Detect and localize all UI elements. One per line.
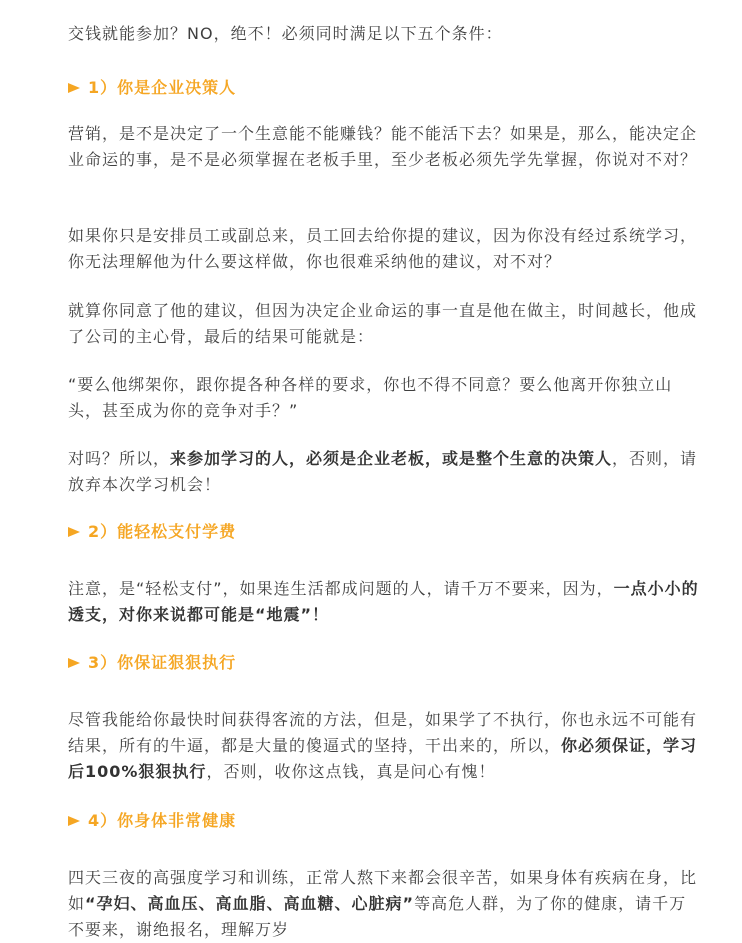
text-run: 对吗？所以， bbox=[68, 449, 171, 468]
section-heading-text: 4）你身体非常健康 bbox=[88, 811, 237, 830]
text-run: 注意，是“轻松支付”，如果连生活都成问题的人，请千万不要来，因为， bbox=[68, 579, 614, 598]
section-heading-2 bbox=[68, 519, 236, 545]
text-run: 四天三夜的高强度学习和训练，正常人熬下来都会很辛苦，如果身体有疾病在身，比如 bbox=[68, 868, 698, 913]
paragraph bbox=[68, 707, 700, 785]
triangle-bullet-icon bbox=[68, 83, 80, 93]
text-run: 尽管我能给你最快时间获得客流的方法，但是，如果学了不执行，你也永远不可能有结果，所有的牛逼，都是大量的傻逼式的坚持，干出来的，所以， bbox=[68, 710, 698, 755]
intro-paragraph: 交钱就能参加？NO，绝不！必须同时满足以下五个条件： bbox=[68, 24, 503, 43]
triangle-bullet-icon bbox=[68, 658, 80, 668]
paragraph bbox=[68, 576, 700, 628]
paragraph: 如果你只是安排员工或副总来，员工回去给你提的建议，因为你没有经过系统学习，你无法理解他为什么要这样做，你也很难采纳他的建议，对不对？ bbox=[68, 226, 698, 271]
bold-text-run: 一点小小的透支，对你来说都可能是“地震”！ bbox=[68, 579, 699, 624]
bold-text-run: 你必须保证，学习后100%狠狠执行 bbox=[68, 736, 698, 781]
paragraph bbox=[68, 446, 700, 498]
quote-paragraph: “要么他绑架你，跟你提各种各样的要求，你也不得不同意？要么他离开你独立山头，甚至成为你的竞争对手？” bbox=[68, 375, 673, 420]
triangle-bullet-icon bbox=[68, 527, 80, 537]
bold-text-run: “孕妇、高血压、高血脂、高血糖、心脏病” bbox=[85, 894, 415, 913]
section-heading-text: 1）你是企业决策人 bbox=[88, 78, 237, 97]
paragraph bbox=[68, 865, 700, 943]
section-heading-text: 3）你保证狠狠执行 bbox=[88, 653, 237, 672]
paragraph: 营销，是不是决定了一个生意能不能赚钱？能不能活下去？如果是，那么，能决定企业命运的事，是不是必须掌握在老板手里，至少老板必须先学先掌握，你说对不对？ bbox=[68, 124, 698, 169]
section-heading-text: 2）能轻松支付学费 bbox=[88, 522, 237, 541]
paragraph: 就算你同意了他的建议，但因为决定企业命运的事一直是他在做主，时间越长，他成了公司的主心骨，最后的结果可能就是： bbox=[68, 301, 698, 346]
bold-text-run: 来参加学习的人，必须是企业老板，或是整个生意的决策人 bbox=[170, 449, 613, 468]
section-heading-4 bbox=[68, 808, 236, 834]
triangle-bullet-icon bbox=[68, 816, 80, 826]
section-heading-1 bbox=[68, 75, 236, 101]
text-run: 等高危人群，为了你的健康，请千万不要来，谢绝报名，理解万岁 bbox=[68, 894, 687, 939]
text-run: ，否则，收你这点钱，真是问心有愧！ bbox=[206, 762, 496, 781]
section-heading-3 bbox=[68, 650, 236, 676]
text-run: ，否则，请放弃本次学习机会！ bbox=[68, 449, 698, 494]
